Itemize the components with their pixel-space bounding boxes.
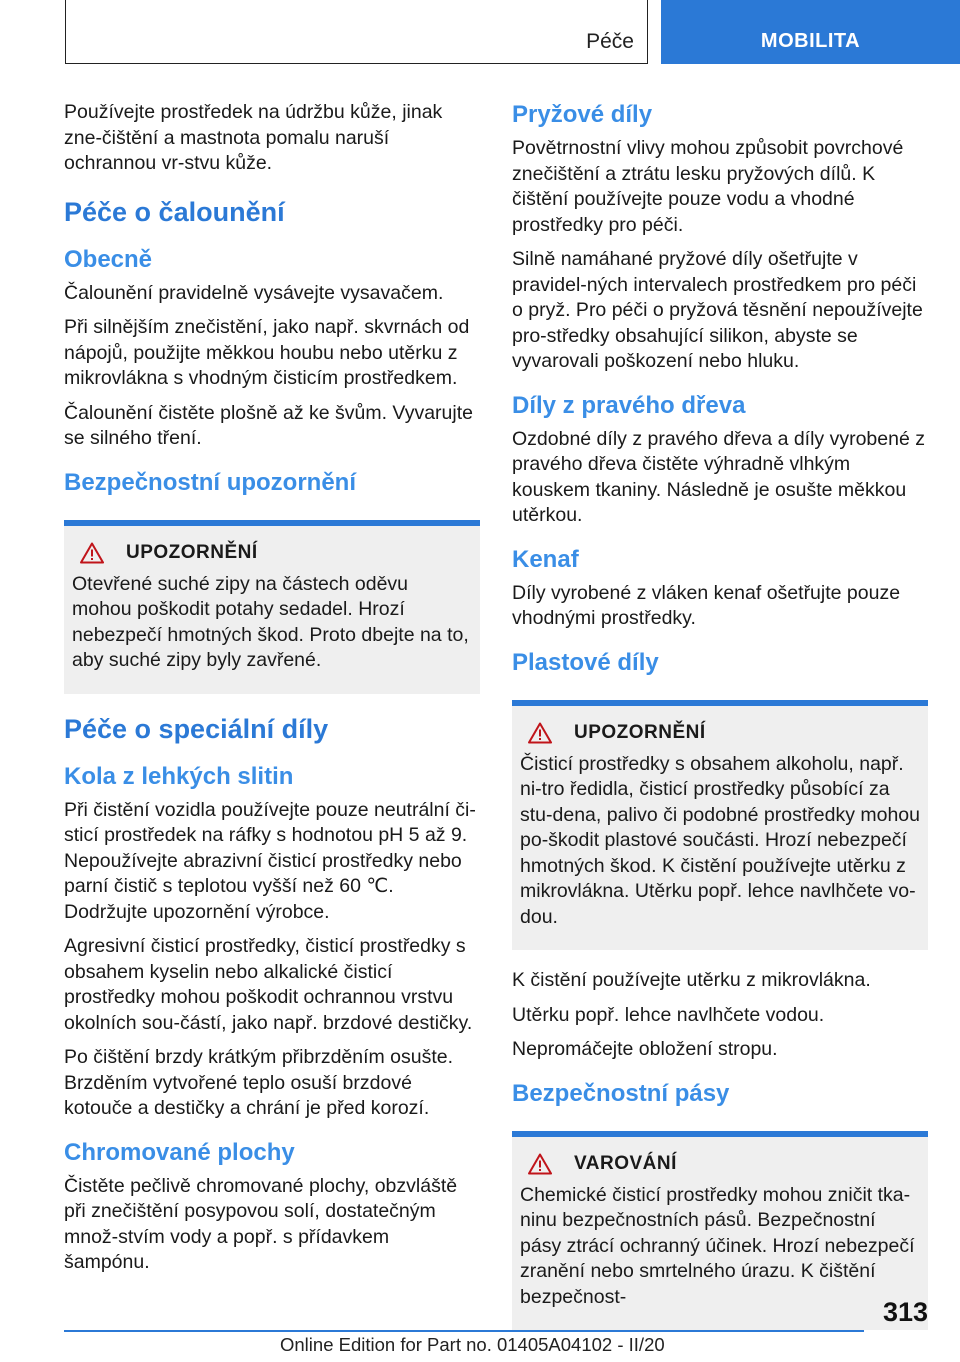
notice-text: Otevřené suché zipy na částech oděvu mohou poškodit potahy sedadel. Hrozí nebezpečí hmotných škod. Proto dbejte na to, aby suché zipy byly zavřené. bbox=[72, 572, 469, 671]
paragraph: Agresivní čisticí prostředky, čisticí prostředky s obsahem kyselin nebo alkalické čisticí prostředky mohou poškodit ochrannou vrstvu okolních sou-částí, jako např. brzdové destičky. bbox=[64, 935, 473, 1034]
notice-box bbox=[512, 700, 928, 951]
paragraph: Při silnějším znečistění, jako např. skvrnách od nápojů, použijte měkkou houbu nebo utěrku z mikrovlákna s vhodným čisticím prostředkem. bbox=[64, 316, 470, 389]
heading-wood-parts: Díly z pravého dřeva bbox=[512, 391, 746, 419]
page-number: 313 bbox=[882, 1297, 928, 1327]
warning-triangle-icon bbox=[528, 722, 552, 744]
footer-edition bbox=[280, 1334, 665, 1356]
paragraph: Ozdobné díly z pravého dřeva a díly vyrobené z pravého dřeva čistěte výhradně vlhkým kouskem tkaniny. Následně je osušte měkkou utěrkou. bbox=[512, 427, 925, 526]
heading-alloy-wheels: Kola z lehkých slitin bbox=[64, 762, 294, 790]
paragraph: Povětrnostní vlivy mohou způsobit povrchové znečištění a ztrátu lesku pryžových dílů. K čištění používejte pouze vodu a vhodné prostředky pro péči. bbox=[512, 137, 904, 236]
heading-seat-belts: Bezpečnostní pásy bbox=[512, 1079, 730, 1107]
header-section-title: Péče bbox=[586, 30, 634, 53]
left-column bbox=[64, 100, 480, 1285]
paragraph: K čistění používejte utěrku z mikrovlákna. bbox=[512, 969, 871, 991]
warning-triangle-icon bbox=[80, 542, 104, 564]
right-column bbox=[512, 100, 928, 1348]
header-chapter-tab[interactable] bbox=[661, 0, 960, 64]
notice-text: Čisticí prostředky s obsahem alkoholu, např. ni-tro ředidla, čisticí prostředky působící za stu-dena, palivo či podobné prostředky mohou po-škodit plastové součásti. Hrozí nebezpečí hmotných škod. K čistění používejte utěrku z mikrovlákna. Utěrku popř. lehce navlhčete vo-dou. bbox=[520, 752, 920, 928]
heading-kenaf: Kenaf bbox=[512, 545, 579, 573]
heading-chrome-surfaces: Chromované plochy bbox=[64, 1138, 295, 1166]
footer-divider bbox=[64, 1330, 864, 1332]
intro-paragraph: Používejte prostředek na údržbu kůže, jinak zne-čištění a mastnota pomalu naruší ochrannou vr-stvu kůže. bbox=[64, 101, 443, 174]
paragraph: Nepromáčejte obložení stropu. bbox=[512, 1038, 778, 1060]
warning-text: Chemické čisticí prostředky mohou zničit tka-ninu bezpečnostních pásů. Bezpečnostní pásy ztrácí ochranný účinek. Hrozí nebezpečí zranění nebo smrtelného úrazu. K čištění bezpečnost- bbox=[520, 1183, 915, 1308]
warning-title: VAROVÁNÍ bbox=[574, 1152, 677, 1174]
paragraph: Po čištění brzdy krátkým přibrzděním osušte. Brzděním vytvořené teplo osuší brzdové kotouče a destičky a chrání je před korozí. bbox=[64, 1046, 454, 1119]
paragraph: Utěrku popř. lehce navlhčete vodou. bbox=[512, 1003, 825, 1026]
paragraph: Silně namáhané pryžové díly ošetřujte v pravidel-ných intervalech prostředkem pro péči o pryž. Pro péči o pryžová těsnění nepoužívejte pro-středky obsahující silikon, abyste se vyvarovali poškození nebo hluku. bbox=[512, 248, 923, 372]
chapter-label: MOBILITA bbox=[760, 29, 861, 52]
paragraph: Při čistění vozidla používejte pouze neutrální či-sticí prostředek na ráfky s hodnotou pH 5 až 9. Nepoužívejte abrazivní čisticí prostředky nebo parní čistič s teplotou vyšší než 60 ℃. Dodržujte upozornění výrobce. bbox=[64, 798, 476, 923]
paragraph: Čalounění čistěte plošně až ke švům. Vyvarujte se silného tření. bbox=[64, 401, 473, 449]
heading-special-parts: Péče o speciální díly bbox=[64, 713, 329, 744]
heading-upholstery: Péče o čalounění bbox=[64, 196, 285, 227]
paragraph: Díly vyrobené z vláken kenaf ošetřujte pouze vhodnými prostředky. bbox=[512, 581, 901, 629]
warning-triangle-icon bbox=[528, 1153, 552, 1175]
heading-safety-notes: Bezpečnostní upozornění bbox=[64, 468, 357, 496]
heading-plastic-parts: Plastové díly bbox=[512, 648, 659, 676]
notice-box bbox=[64, 520, 480, 694]
edition-text: Online Edition for Part no. 01405A04102 - II/20 bbox=[280, 1334, 665, 1355]
warning-box bbox=[512, 1131, 928, 1331]
header-frame bbox=[65, 0, 648, 64]
heading-general: Obecně bbox=[64, 245, 153, 273]
paragraph: Čalounění pravidelně vysávejte vysavačem. bbox=[64, 281, 444, 304]
paragraph: Čistěte pečlivě chromované plochy, obzvláště při znečištění posypovou solí, dostatečným množ-stvím vody a popř. s přídavkem šampónu. bbox=[64, 1174, 458, 1273]
notice-title: UPOZORNĚNÍ bbox=[126, 541, 258, 563]
notice-title: UPOZORNĚNÍ bbox=[574, 721, 706, 743]
heading-rubber-parts: Pryžové díly bbox=[512, 101, 653, 128]
